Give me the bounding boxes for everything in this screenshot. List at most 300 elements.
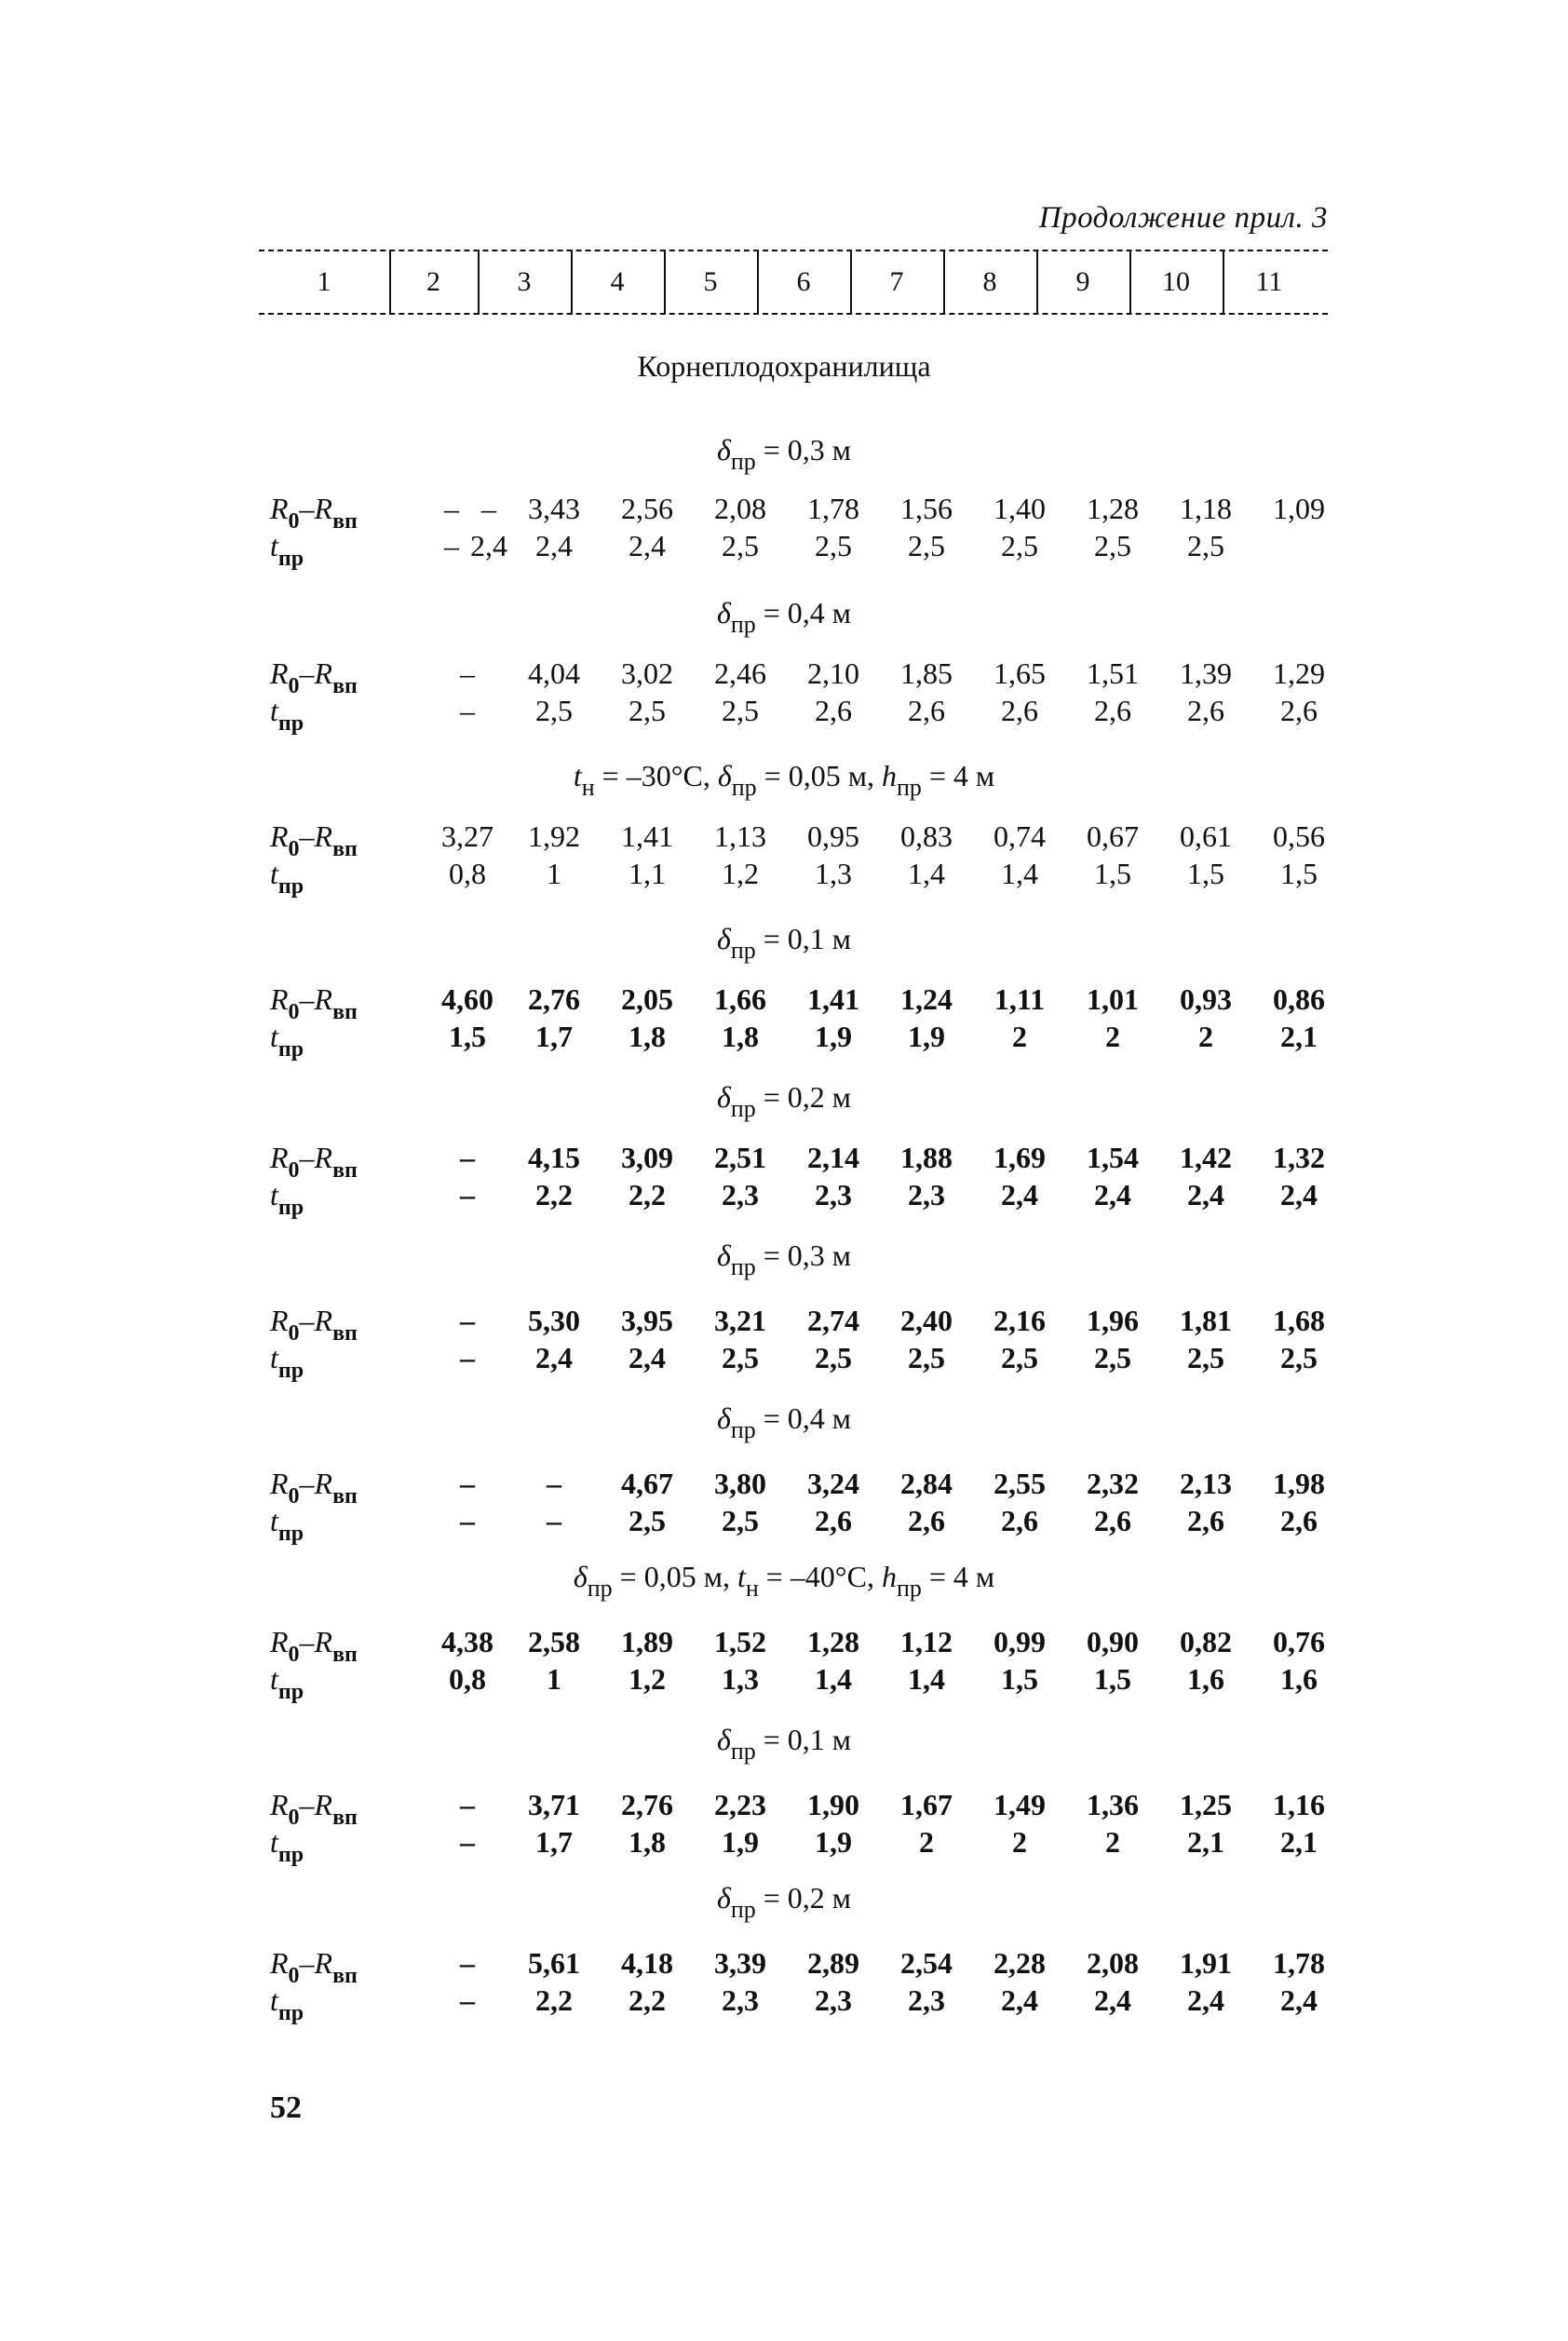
label-symbol: R (314, 492, 333, 525)
table-cell: 2,4 (629, 1341, 666, 1374)
heading-subscript: пр (730, 1095, 756, 1122)
heading-subscript: н (745, 1575, 759, 1602)
resistance-row (270, 1304, 1331, 1346)
table-cell: 2 (1012, 1020, 1027, 1053)
table-cell: 2,56 (621, 492, 673, 525)
table-cell: 1,68 (1273, 1304, 1325, 1337)
column-number: 3 (517, 266, 532, 297)
table-cell: 1,56 (900, 492, 953, 525)
label-symbol: R (314, 1946, 333, 1980)
label-subscript: вп (332, 1806, 358, 1830)
column-number: 4 (610, 266, 625, 297)
heading-subscript: пр (896, 774, 922, 801)
table-cell: 1,4 (1001, 857, 1038, 890)
thickness-row (270, 1020, 1331, 1062)
table-cell: 2,6 (908, 694, 945, 727)
label-subscript: пр (277, 1680, 304, 1704)
table-cell: 1,2 (629, 1662, 666, 1696)
label-symbol: t (270, 1825, 278, 1859)
table-cell: – (460, 1788, 475, 1821)
table-cell: 2,5 (722, 529, 759, 562)
table-cell: 2,2 (629, 1983, 666, 2017)
table-cell: 3,80 (714, 1467, 766, 1500)
block-heading (0, 1080, 1568, 1123)
table-cell: 1,85 (900, 656, 953, 690)
label-symbol: R (270, 1141, 289, 1174)
table-cell: 2 (1105, 1020, 1120, 1053)
page-number: 52 (270, 2091, 302, 2125)
table-cell: 2,4 (1187, 1983, 1224, 2017)
label-subscript: пр (277, 1843, 304, 1867)
table-cell: 2,5 (535, 694, 573, 727)
table-cell: 1,5 (1187, 857, 1224, 890)
table-cell: 1,3 (815, 857, 852, 890)
block-heading (0, 433, 1568, 476)
table-cell: – (460, 1467, 475, 1500)
label-subscript: 0 (288, 1000, 300, 1024)
table-cell: 1,18 (1180, 492, 1232, 525)
table-cell: 2,08 (714, 492, 766, 525)
heading-symbol: δ (716, 922, 731, 955)
table-cell: 1,41 (807, 982, 859, 1016)
table-cell: 2,6 (1187, 1504, 1224, 1537)
table-cell: 1,5 (1001, 1662, 1038, 1696)
block-heading (0, 1401, 1568, 1444)
table-cell: 1,7 (535, 1825, 573, 1859)
column-number: 10 (1162, 266, 1190, 297)
table-cell: 2,5 (1187, 1341, 1224, 1374)
block-heading (0, 596, 1568, 639)
table-cell: 1,5 (1094, 857, 1131, 890)
table-cell: 2,1 (1280, 1020, 1318, 1053)
heading-symbol: δ (573, 1560, 588, 1593)
heading-symbol: h (881, 1560, 897, 1593)
thickness-label (270, 529, 304, 572)
table-cell: 2,5 (908, 1341, 945, 1374)
table-cell: 2,14 (807, 1141, 859, 1174)
block-heading (0, 922, 1568, 965)
thickness-label (270, 857, 304, 900)
heading-text: = 0,2 м (755, 1080, 852, 1114)
heading-subscript: пр (896, 1575, 922, 1602)
column-number: 6 (796, 266, 811, 297)
table-cell: 1,7 (535, 1020, 573, 1053)
table-cell: 2,6 (815, 694, 852, 727)
thickness-label (270, 1825, 304, 1868)
label-symbol: R (270, 819, 289, 853)
table-cell: 2,6 (1094, 694, 1131, 727)
label-symbol: R (270, 1625, 289, 1658)
table-cell: 1,39 (1180, 656, 1232, 690)
table-cell: 1,5 (1280, 857, 1318, 890)
table-cell: 2,76 (528, 982, 580, 1016)
label-symbol: R (314, 1467, 333, 1500)
table-cell: 2,51 (714, 1141, 766, 1174)
table-cell: 2,5 (908, 529, 945, 562)
label-subscript: 0 (288, 1806, 300, 1830)
thickness-row (270, 857, 1331, 899)
table-cell: 1,9 (815, 1825, 852, 1859)
table-cell: 2,55 (994, 1467, 1046, 1500)
table-cell: 2,5 (722, 694, 759, 727)
table-cell: 2,4 (470, 529, 507, 562)
table-cell: 1,49 (994, 1788, 1046, 1821)
thickness-label (270, 1662, 304, 1705)
heading-subscript: пр (730, 1896, 756, 1923)
table-cell: 2,3 (815, 1178, 852, 1211)
label-subscript: 0 (288, 674, 300, 698)
table-cell: 0,82 (1180, 1625, 1232, 1658)
heading-symbol: t (573, 759, 582, 792)
heading-text: = 0,1 м (755, 922, 852, 955)
table-cell: 2 (1198, 1020, 1213, 1053)
table-cell: 2,2 (535, 1983, 573, 2017)
heading-text: = 0,4 м (755, 1401, 852, 1435)
table-cell: 2,2 (629, 1178, 666, 1211)
table-cell: 2,5 (629, 1504, 666, 1537)
heading-subscript: пр (730, 611, 756, 638)
table-cell: 2,58 (528, 1625, 580, 1658)
table-cell: 1,32 (1273, 1141, 1325, 1174)
table-cell: 1,78 (1273, 1946, 1325, 1980)
table-cell: 3,39 (714, 1946, 766, 1980)
table-cell: 1,9 (722, 1825, 759, 1859)
label-subscript: 0 (288, 1484, 300, 1509)
table-cell: 2,4 (629, 529, 666, 562)
label-dash: – (299, 492, 315, 525)
table-cell: 4,04 (528, 656, 580, 690)
table-cell: 3,02 (621, 656, 673, 690)
heading-subscript: пр (730, 448, 756, 475)
label-symbol: t (270, 1178, 278, 1211)
table-cell: – (460, 1141, 475, 1174)
table-cell: 0,8 (449, 857, 486, 890)
heading-text: = –40°С, (758, 1560, 882, 1593)
heading-text: = 4 м (921, 1560, 995, 1593)
label-subscript: 0 (288, 1643, 300, 1667)
table-cell: 2,08 (1087, 1946, 1139, 1980)
thickness-label (270, 1341, 304, 1384)
table-cell: 3,27 (441, 819, 493, 853)
table-cell: 2,5 (1187, 529, 1224, 562)
thickness-row (270, 1504, 1331, 1546)
thickness-row (270, 529, 1331, 571)
table-cell: 2,6 (1280, 1504, 1318, 1537)
table-cell: 2,4 (1001, 1983, 1038, 2017)
heading-text: = 0,1 м (755, 1723, 852, 1756)
block-heading (0, 1560, 1568, 1603)
table-cell: 2,4 (535, 1341, 573, 1374)
block-heading (0, 1881, 1568, 1924)
table-cell: 2,3 (908, 1178, 945, 1211)
label-symbol: t (270, 1983, 278, 2017)
label-symbol: t (270, 1504, 278, 1537)
table-cell: – (460, 694, 475, 727)
label-symbol: R (270, 492, 289, 525)
resistance-row (270, 1467, 1331, 1509)
table-cell: 1,12 (900, 1625, 953, 1658)
heading-symbol: δ (716, 1723, 731, 1756)
table-cell: 1,4 (908, 857, 945, 890)
heading-text: = 0,2 м (755, 1881, 852, 1915)
resistance-row (270, 492, 1331, 534)
table-cell: 1,8 (722, 1020, 759, 1053)
table-cell: – (547, 1504, 561, 1537)
table-cell: 2,54 (900, 1946, 953, 1980)
table-cell: 1,8 (629, 1020, 666, 1053)
table-cell: – (481, 492, 496, 525)
table-cell: – (460, 1825, 475, 1859)
table-cell: 1,16 (1273, 1788, 1325, 1821)
column-number: 9 (1075, 266, 1090, 297)
label-subscript: вп (332, 1964, 358, 1988)
table-cell: 1,65 (994, 656, 1046, 690)
heading-symbol: δ (716, 1881, 731, 1915)
resistance-row (270, 1625, 1331, 1667)
table-cell: 2,13 (1180, 1467, 1232, 1500)
thickness-label (270, 1983, 304, 2026)
table-cell: 3,71 (528, 1788, 580, 1821)
table-cell: 2,40 (900, 1304, 953, 1337)
table-cell: 2,3 (908, 1983, 945, 2017)
label-dash: – (299, 1625, 315, 1658)
label-subscript: вп (332, 674, 358, 698)
table-cell: 1,78 (807, 492, 859, 525)
label-symbol: R (314, 982, 333, 1016)
table-cell: 3,95 (621, 1304, 673, 1337)
thickness-label (270, 1020, 304, 1062)
table-cell: 1,89 (621, 1625, 673, 1658)
table-cell: 2,5 (1094, 1341, 1131, 1374)
heading-subscript: пр (731, 774, 757, 801)
table-cell: 1,98 (1273, 1467, 1325, 1500)
thickness-row (270, 694, 1331, 736)
table-cell: 2,10 (807, 656, 859, 690)
table-cell: 2,6 (815, 1504, 852, 1537)
table-cell: 2 (1105, 1825, 1120, 1859)
table-cell: 1,13 (714, 819, 766, 853)
table-cell: 0,95 (807, 819, 859, 853)
label-subscript: вп (332, 1321, 358, 1346)
resistance-row (270, 819, 1331, 861)
thickness-label (270, 1504, 304, 1547)
label-subscript: 0 (288, 1964, 300, 1988)
label-subscript: пр (277, 874, 304, 899)
thickness-label (270, 694, 304, 737)
table-cell: 1,4 (908, 1662, 945, 1696)
table-cell: 2,6 (1001, 694, 1038, 727)
continuation-note: Продолжение прил. 3 (1038, 201, 1328, 235)
label-subscript: 0 (288, 1158, 300, 1183)
table-cell: 2,4 (1001, 1178, 1038, 1211)
heading-text: = 0,05 м, (756, 759, 882, 792)
label-symbol: R (314, 1788, 333, 1821)
label-dash: – (299, 1467, 315, 1500)
table-cell: 2 (1012, 1825, 1027, 1859)
table-cell: 1,52 (714, 1625, 766, 1658)
label-subscript: пр (277, 711, 304, 736)
table-cell: 0,86 (1273, 982, 1325, 1016)
table-cell: 1,8 (629, 1825, 666, 1859)
table-cell: 2 (919, 1825, 934, 1859)
heading-text: = –30°С, (594, 759, 718, 792)
table-cell: 1,6 (1187, 1662, 1224, 1696)
label-subscript: пр (277, 1359, 304, 1383)
label-symbol: R (270, 982, 289, 1016)
label-subscript: пр (277, 1037, 304, 1062)
table-cell: 5,61 (528, 1946, 580, 1980)
heading-text: = 0,3 м (755, 433, 852, 467)
table-cell: 2,28 (994, 1946, 1046, 1980)
label-dash: – (299, 1788, 315, 1821)
table-cell: 2,6 (1001, 1504, 1038, 1537)
label-subscript: вп (332, 1158, 358, 1183)
resistance-row (270, 1788, 1331, 1830)
label-symbol: R (314, 819, 333, 853)
heading-symbol: δ (716, 596, 731, 629)
heading-symbol: δ (716, 1080, 731, 1114)
table-cell: 2,6 (1094, 1504, 1131, 1537)
table-cell: 2,76 (621, 1788, 673, 1821)
table-cell: 1,51 (1087, 656, 1139, 690)
table-cell: 1,1 (629, 857, 666, 890)
label-subscript: 0 (288, 509, 300, 534)
resistance-row (270, 982, 1331, 1024)
table-cell: 2,5 (629, 694, 666, 727)
label-subscript: вп (332, 1000, 358, 1024)
table-cell: – (444, 492, 459, 525)
table-cell: 1,92 (528, 819, 580, 853)
table-cell: 0,56 (1273, 819, 1325, 853)
table-cell: 1,9 (815, 1020, 852, 1053)
label-symbol: t (270, 1341, 278, 1374)
heading-text: = 0,4 м (755, 596, 852, 629)
table-cell: 1,9 (908, 1020, 945, 1053)
table-cell: 2,89 (807, 1946, 859, 1980)
label-symbol: R (314, 1625, 333, 1658)
table-cell: 1,36 (1087, 1788, 1139, 1821)
table-cell: 2,4 (1187, 1178, 1224, 1211)
table-cell: 1,91 (1180, 1946, 1232, 1980)
table-cell: 2,5 (722, 1341, 759, 1374)
column-number-header (259, 250, 1328, 315)
table-cell: 0,93 (1180, 982, 1232, 1016)
table-cell: 1,5 (1094, 1662, 1131, 1696)
table-cell: 3,09 (621, 1141, 673, 1174)
table-cell: 2,1 (1280, 1825, 1318, 1859)
table-cell: 2,3 (722, 1178, 759, 1211)
table-cell: 2,23 (714, 1788, 766, 1821)
thickness-row (270, 1178, 1331, 1220)
heading-subscript: пр (730, 1416, 756, 1443)
heading-symbol: δ (717, 759, 732, 792)
thickness-label (270, 1178, 304, 1221)
table-cell: 2,74 (807, 1304, 859, 1337)
table-cell: 2,6 (1280, 694, 1318, 727)
heading-subscript: пр (587, 1575, 613, 1602)
table-cell: 2,5 (1001, 529, 1038, 562)
table-cell: – (460, 1341, 475, 1374)
label-symbol: t (270, 1020, 278, 1053)
table-cell: 2,84 (900, 1467, 953, 1500)
table-cell: 1,90 (807, 1788, 859, 1821)
table-cell: 2,05 (621, 982, 673, 1016)
table-cell: 2,3 (722, 1983, 759, 2017)
table-cell: 2,16 (994, 1304, 1046, 1337)
table-cell: 1,09 (1273, 492, 1325, 525)
heading-subscript: пр (730, 937, 756, 964)
table-cell: 4,60 (441, 982, 493, 1016)
table-cell: – (444, 529, 459, 562)
label-subscript: пр (277, 2001, 304, 2025)
table-cell: 0,67 (1087, 819, 1139, 853)
table-cell: 5,30 (528, 1304, 580, 1337)
table-cell: 0,8 (449, 1662, 486, 1696)
label-subscript: вп (332, 509, 358, 534)
resistance-row (270, 1946, 1331, 1988)
label-dash: – (299, 819, 315, 853)
label-symbol: R (270, 1304, 289, 1337)
label-symbol: R (270, 1788, 289, 1821)
thickness-row (270, 1662, 1331, 1704)
table-cell: 1,88 (900, 1141, 953, 1174)
table-cell: 1,41 (621, 819, 673, 853)
table-cell: 1,25 (1180, 1788, 1232, 1821)
column-number: 8 (982, 266, 997, 297)
label-dash: – (299, 1946, 315, 1980)
block-heading (0, 1238, 1568, 1281)
label-subscript: пр (277, 547, 304, 571)
label-symbol: R (270, 656, 289, 690)
table-cell: 2,4 (535, 529, 573, 562)
table-cell: 1,54 (1087, 1141, 1139, 1174)
table-cell: 1,28 (1087, 492, 1139, 525)
table-cell: – (460, 1946, 475, 1980)
label-subscript: пр (277, 1196, 304, 1220)
table-cell: 2,46 (714, 656, 766, 690)
resistance-row (270, 656, 1331, 698)
table-cell: 2,32 (1087, 1467, 1139, 1500)
table-cell: – (460, 1504, 475, 1537)
table-cell: 1,5 (449, 1020, 486, 1053)
label-dash: – (299, 1304, 315, 1337)
column-number: 5 (703, 266, 718, 297)
table-cell: 0,74 (994, 819, 1046, 853)
table-cell: 1,81 (1180, 1304, 1232, 1337)
table-cell: 1,69 (994, 1141, 1046, 1174)
label-subscript: 0 (288, 1321, 300, 1346)
table-cell: 1,2 (722, 857, 759, 890)
label-subscript: пр (277, 1522, 304, 1546)
label-dash: – (299, 1141, 315, 1174)
table-cell: 2,4 (1094, 1983, 1131, 2017)
label-symbol: t (270, 529, 278, 562)
label-subscript: вп (332, 1484, 358, 1509)
column-number: 1 (317, 266, 331, 297)
table-cell: 2,6 (908, 1504, 945, 1537)
label-subscript: 0 (288, 837, 300, 861)
table-cell: 2,1 (1187, 1825, 1224, 1859)
table-cell: 1,01 (1087, 982, 1139, 1016)
table-cell: 2,5 (1094, 529, 1131, 562)
column-number: 7 (889, 266, 904, 297)
table-cell: 2,6 (1187, 694, 1224, 727)
label-subscript: вп (332, 837, 358, 861)
table-cell: 1,6 (1280, 1662, 1318, 1696)
column-number: 2 (426, 266, 440, 297)
heading-subscript: пр (730, 1738, 756, 1765)
table-cell: 2,5 (815, 529, 852, 562)
